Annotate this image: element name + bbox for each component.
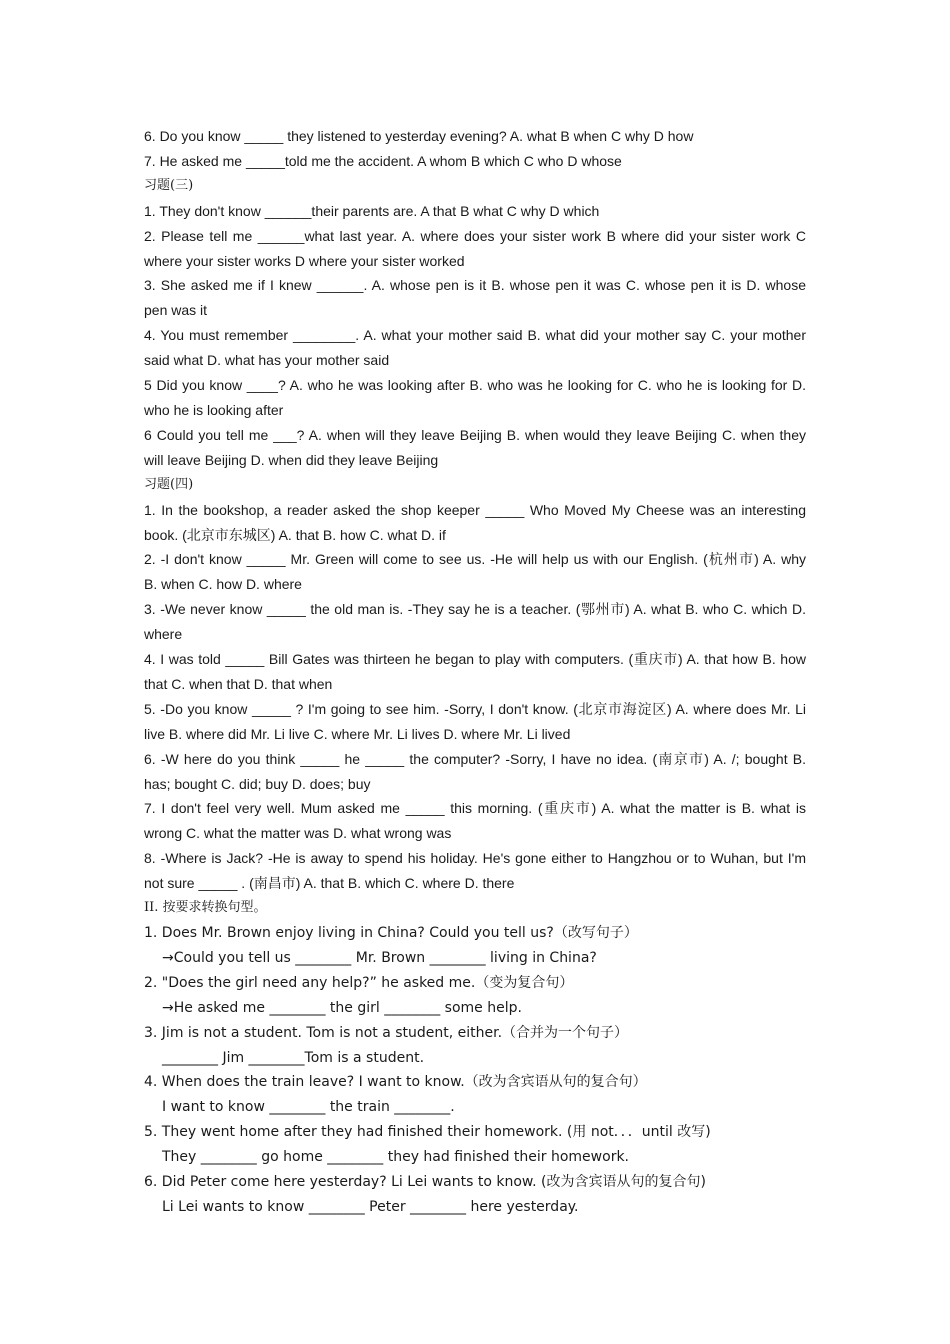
text-line: said what D. what has your mother said <box>144 352 390 369</box>
text-line: ________ Jim ________Tom is a student. <box>162 1049 425 1066</box>
exercise-part-2-tail <box>144 124 806 174</box>
text-line: not sure _____ . (南昌市) A. that B. which C. where D. there <box>144 875 515 892</box>
section-heading-ii: II. 按要求转换句型。 <box>144 900 267 916</box>
text-line: 6. -W here do you think _____ he _____ the computer? -Sorry, I have no idea. (南京市) A. /; bought B. <box>144 750 806 767</box>
text-line: pen was it <box>144 302 208 319</box>
text-line: that C. when that D. that when <box>144 675 333 692</box>
exercise-part-ii <box>144 921 806 1220</box>
text-line: They ________ go home ________ they had finished their homework. <box>162 1149 630 1166</box>
text-line: 1. They don't know ______their parents are. A that B what C why D which <box>144 202 600 219</box>
text-line: 4. When does the train leave? I want to know.（改为含宾语从句的复合句） <box>144 1074 647 1091</box>
text-line: 6. Do you know _____ they listened to yesterday evening? A. what B when C why D how <box>144 128 694 144</box>
text-line: 6. Did Peter come here yesterday? Li Lei wants to know. (改为含宾语从句的复合句) <box>144 1174 706 1191</box>
text-line: 1. In the bookshop, a reader asked the shop keeper _____ Who Moved My Cheese was an interesting <box>144 501 806 518</box>
text-line: book. (北京市东城区) A. that B. how C. what D. if <box>144 526 446 543</box>
text-line: 2. -I don't know _____ Mr. Green will come to see us. -He will help us with our English. (杭州市) A. why <box>144 551 806 568</box>
text-line: 4. You must remember ________. A. what your mother said B. what did your mother say C. your mother <box>144 327 806 344</box>
text-line: has; bought C. did; buy D. does; buy <box>144 775 371 792</box>
exercise-part-4 <box>144 498 806 897</box>
text-line: 8. -Where is Jack? -He is away to spend his holiday. He's gone either to Hangzhou or to Wuhan, but I'm <box>144 850 806 867</box>
text-line: 5. -Do you know _____ ? I'm going to see him. -Sorry, I don't know. (北京市海淀区) A. where does Mr. Li <box>144 700 806 717</box>
text-line: →Could you tell us ________ Mr. Brown ________ living in China? <box>162 949 597 966</box>
text-line: wrong C. what the matter was D. what wrong was <box>144 825 452 842</box>
text-line: 7. He asked me _____told me the accident. A whom B which C who D whose <box>144 152 622 169</box>
text-line: live B. where did Mr. Li live C. where Mr. Li lives D. where Mr. Li lived <box>144 725 571 742</box>
section-heading-4: 习题(四) <box>144 476 194 492</box>
exercise-part-3 <box>144 199 806 473</box>
text-line: 3. She asked me if I knew ______. A. whose pen is it B. whose pen it was C. whose pen it is D. whose <box>144 277 806 294</box>
text-line: 5. They went home after they had finished their homework. (用 not．．．until 改写) <box>144 1124 711 1141</box>
text-line: B. when C. how D. where <box>144 576 302 593</box>
text-line: →He asked me ________ the girl ________ some help. <box>162 999 522 1016</box>
text-line: will leave Beijing D. when did they leave Beijing <box>144 451 439 468</box>
text-line: 4. I was told _____ Bill Gates was thirteen he began to play with computers. (重庆市) A. that how B. how <box>144 651 806 668</box>
text-line: 2. "Does the girl need any help?” he asked me.（变为复合句） <box>144 974 574 991</box>
text-line: 2. Please tell me ______what last year. A. where does your sister work B where did your sister work C <box>144 227 806 244</box>
text-line: 7. I don't feel very well. Mum asked me _____ this morning. (重庆市) A. what the matter is B. what is <box>144 800 806 817</box>
document-page <box>144 124 806 1220</box>
text-line: where your sister works D where your sister worked <box>144 252 465 269</box>
text-line: 6 Could you tell me ___? A. when will they leave Beijing B. when would they leave Beijing C. when they <box>144 426 806 443</box>
text-line: 3. Jim is not a student. Tom is not a student, either.（合并为一个句子） <box>144 1024 629 1041</box>
text-line: 1. Does Mr. Brown enjoy living in China? Could you tell us?（改写句子） <box>144 925 638 941</box>
text-line: I want to know ________ the train ________. <box>162 1099 455 1116</box>
text-line: Li Lei wants to know ________ Peter ________ here yesterday. <box>162 1198 579 1215</box>
text-line: 5 Did you know ____? A. who he was looking after B. who was he looking for C. who he is looking for D. <box>144 377 806 394</box>
section-heading-3: 习题(三) <box>144 177 194 193</box>
text-line: 3. -We never know _____ the old man is. -They say he is a teacher. (鄂州市) A. what B. who C. which D. <box>144 601 806 618</box>
text-line: who he is looking after <box>144 401 284 418</box>
text-line: where <box>144 626 183 643</box>
